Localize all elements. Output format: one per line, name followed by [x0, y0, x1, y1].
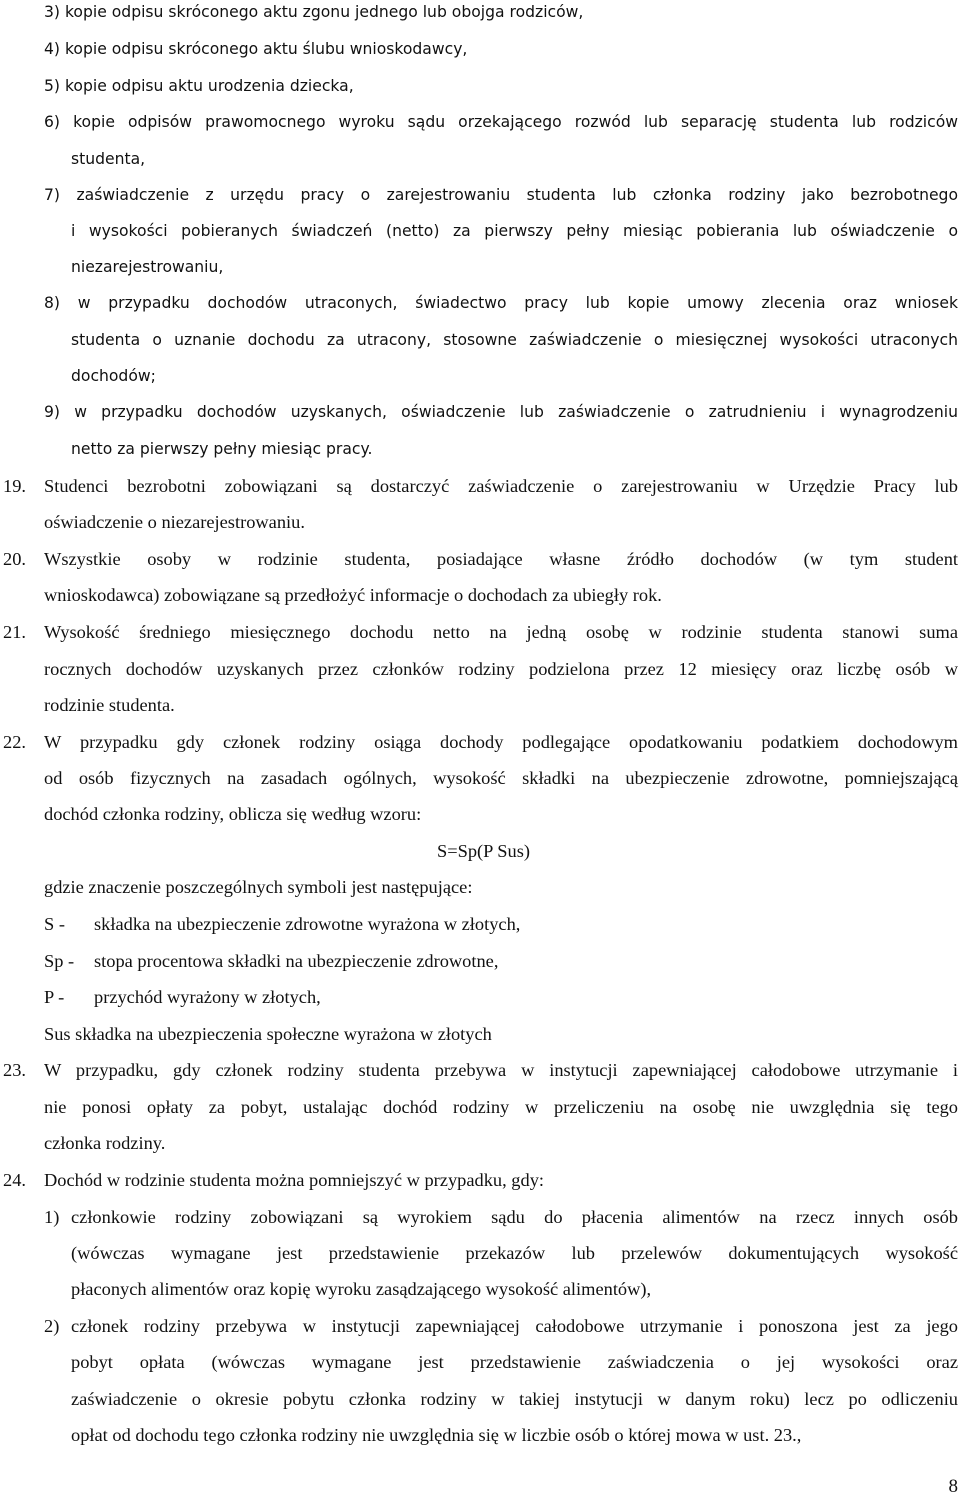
list-item-continuation: dochodów;	[71, 367, 156, 385]
list-item: 5) kopie odpisu aktu urodzenia dziecka,	[44, 77, 354, 95]
paragraph-number: 24.	[3, 1170, 26, 1190]
sub-item-line: opłat od dochodu tego członka rodziny nie uwzględnia się w liczbie osób o której mowa w ust. 23.,	[71, 1425, 802, 1445]
sub-item-line: członkowie rodziny zobowiązani są wyrokiem sądu do płacenia alimentów na rzecz innych osób	[71, 1207, 958, 1227]
list-item: 7) zaświadczenie z urzędu pracy o zarejestrowaniu studenta lub członka rodziny jako bezrobotnego	[44, 186, 958, 204]
sub-item-line: płaconych alimentów oraz kopię wyroku zasądzającego wysokość alimentów),	[71, 1279, 652, 1299]
paragraph-line: nie ponosi opłaty za pobyt, ustalając dochód rodziny w przeliczeniu na osobę nie uwzględnia się tego	[44, 1097, 958, 1117]
list-item: 8) w przypadku dochodów utraconych, świadectwo pracy lub kopie umowy zlecenia oraz wniosek	[44, 294, 958, 312]
sub-item-line: zaświadczenie o okresie pobytu członka rodziny w takiej instytucji w danym roku) lecz po odliczeniu	[71, 1389, 958, 1409]
paragraph-number: 22.	[3, 732, 26, 752]
symbol-name: S -	[44, 914, 65, 934]
paragraph-number: 19.	[3, 476, 26, 496]
paragraph-line: Wszystkie osoby w rodzinie studenta, posiadające własne źródło dochodów (w tym student	[44, 549, 958, 569]
paragraph-line: wnioskodawca) zobowiązane są przedłożyć informacje o dochodach za ubiegły rok.	[44, 585, 662, 605]
symbol-description: stopa procentowa składki na ubezpieczenie zdrowotne,	[94, 951, 499, 971]
symbol-name: P -	[44, 987, 65, 1007]
list-item-continuation: studenta,	[71, 150, 146, 168]
paragraph-number: 21.	[3, 622, 26, 642]
formula: S=Sp(P Sus)	[437, 841, 530, 861]
list-item: 3) kopie odpisu skróconego aktu zgonu jednego lub obojga rodziców,	[44, 3, 584, 21]
paragraph-number: 20.	[3, 549, 26, 569]
paragraph-line: Dochód w rodzinie studenta można pomniejszyć w przypadku, gdy:	[44, 1170, 544, 1190]
symbol-name: Sp -	[44, 951, 75, 971]
paragraph-line: oświadczenie o niezarejestrowaniu.	[44, 512, 305, 532]
paragraph-line: od osób fizycznych na zasadach ogólnych, wysokość składki na ubezpieczenie zdrowotne, pomniejszającą	[44, 768, 958, 788]
paragraph-line: W przypadku, gdy członek rodziny studenta przebywa w instytucji zapewniającej całodobowe utrzymanie i	[44, 1060, 958, 1080]
paragraph-line: członka rodziny.	[44, 1133, 166, 1153]
list-item: 4) kopie odpisu skróconego aktu ślubu wnioskodawcy,	[44, 40, 468, 58]
page-number: 8	[948, 1476, 958, 1497]
paragraph-line: Studenci bezrobotni zobowiązani są dostarczyć zaświadczenie o zarejestrowaniu w Urzędzie Pracy lub	[44, 476, 958, 496]
list-item-continuation: netto za pierwszy pełny miesiąc pracy.	[71, 440, 373, 458]
sub-item-line: pobyt opłata (wówczas wymagane jest przedstawienie zaświadczenia o jej wysokości oraz	[71, 1352, 958, 1372]
list-item: 9) w przypadku dochodów uzyskanych, oświadczenie lub zaświadczenie o zatrudnieniu i wynagrodzeniu	[44, 403, 958, 421]
sub-item-line: (wówczas wymagane jest przedstawienie przekazów lub przelewów dokumentujących wysokość	[71, 1243, 958, 1263]
list-item: 6) kopie odpisów prawomocnego wyroku sądu orzekającego rozwód lub separację studenta lub rodziców	[44, 113, 958, 131]
paragraph-number: 23.	[3, 1060, 26, 1080]
paragraph-line: rodzinie studenta.	[44, 695, 175, 715]
list-item-continuation: i wysokości pobieranych świadczeń (netto) za pierwszy pełny miesiąc pobierania lub oświadczenie o	[71, 222, 958, 240]
list-item-continuation: studenta o uznanie dochodu za utracony, stosowne zaświadczenie o miesięcznej wysokości utraconych	[71, 331, 958, 349]
symbol-line-sus: Sus składka na ubezpieczenia społeczne wyrażona w złotych	[44, 1024, 492, 1044]
paragraph-line: Wysokość średniego miesięcznego dochodu netto na jedną osobę w rodzinie studenta stanowi suma	[44, 622, 958, 642]
paragraph-line: rocznych dochodów uzyskanych przez członków rodziny podzielona przez 12 miesięcy oraz liczbę osób w	[44, 659, 958, 679]
paragraph-line: dochód członka rodziny, oblicza się według wzoru:	[44, 804, 422, 824]
sub-item-number: 2)	[44, 1316, 60, 1336]
paragraph-line: W przypadku gdy członek rodziny osiąga dochody podlegające opodatkowaniu podatkiem dochodowym	[44, 732, 958, 752]
list-item-continuation: niezarejestrowaniu,	[71, 258, 224, 276]
sub-item-line: członek rodziny przebywa w instytucji zapewniającej całodobowe utrzymanie i ponoszona jest za jego	[71, 1316, 958, 1336]
symbols-intro: gdzie znaczenie poszczególnych symboli jest następujące:	[44, 877, 473, 897]
symbol-description: przychód wyrażony w złotych,	[94, 987, 321, 1007]
sub-item-number: 1)	[44, 1207, 60, 1227]
symbol-description: składka na ubezpieczenie zdrowotne wyrażona w złotych,	[94, 914, 521, 934]
